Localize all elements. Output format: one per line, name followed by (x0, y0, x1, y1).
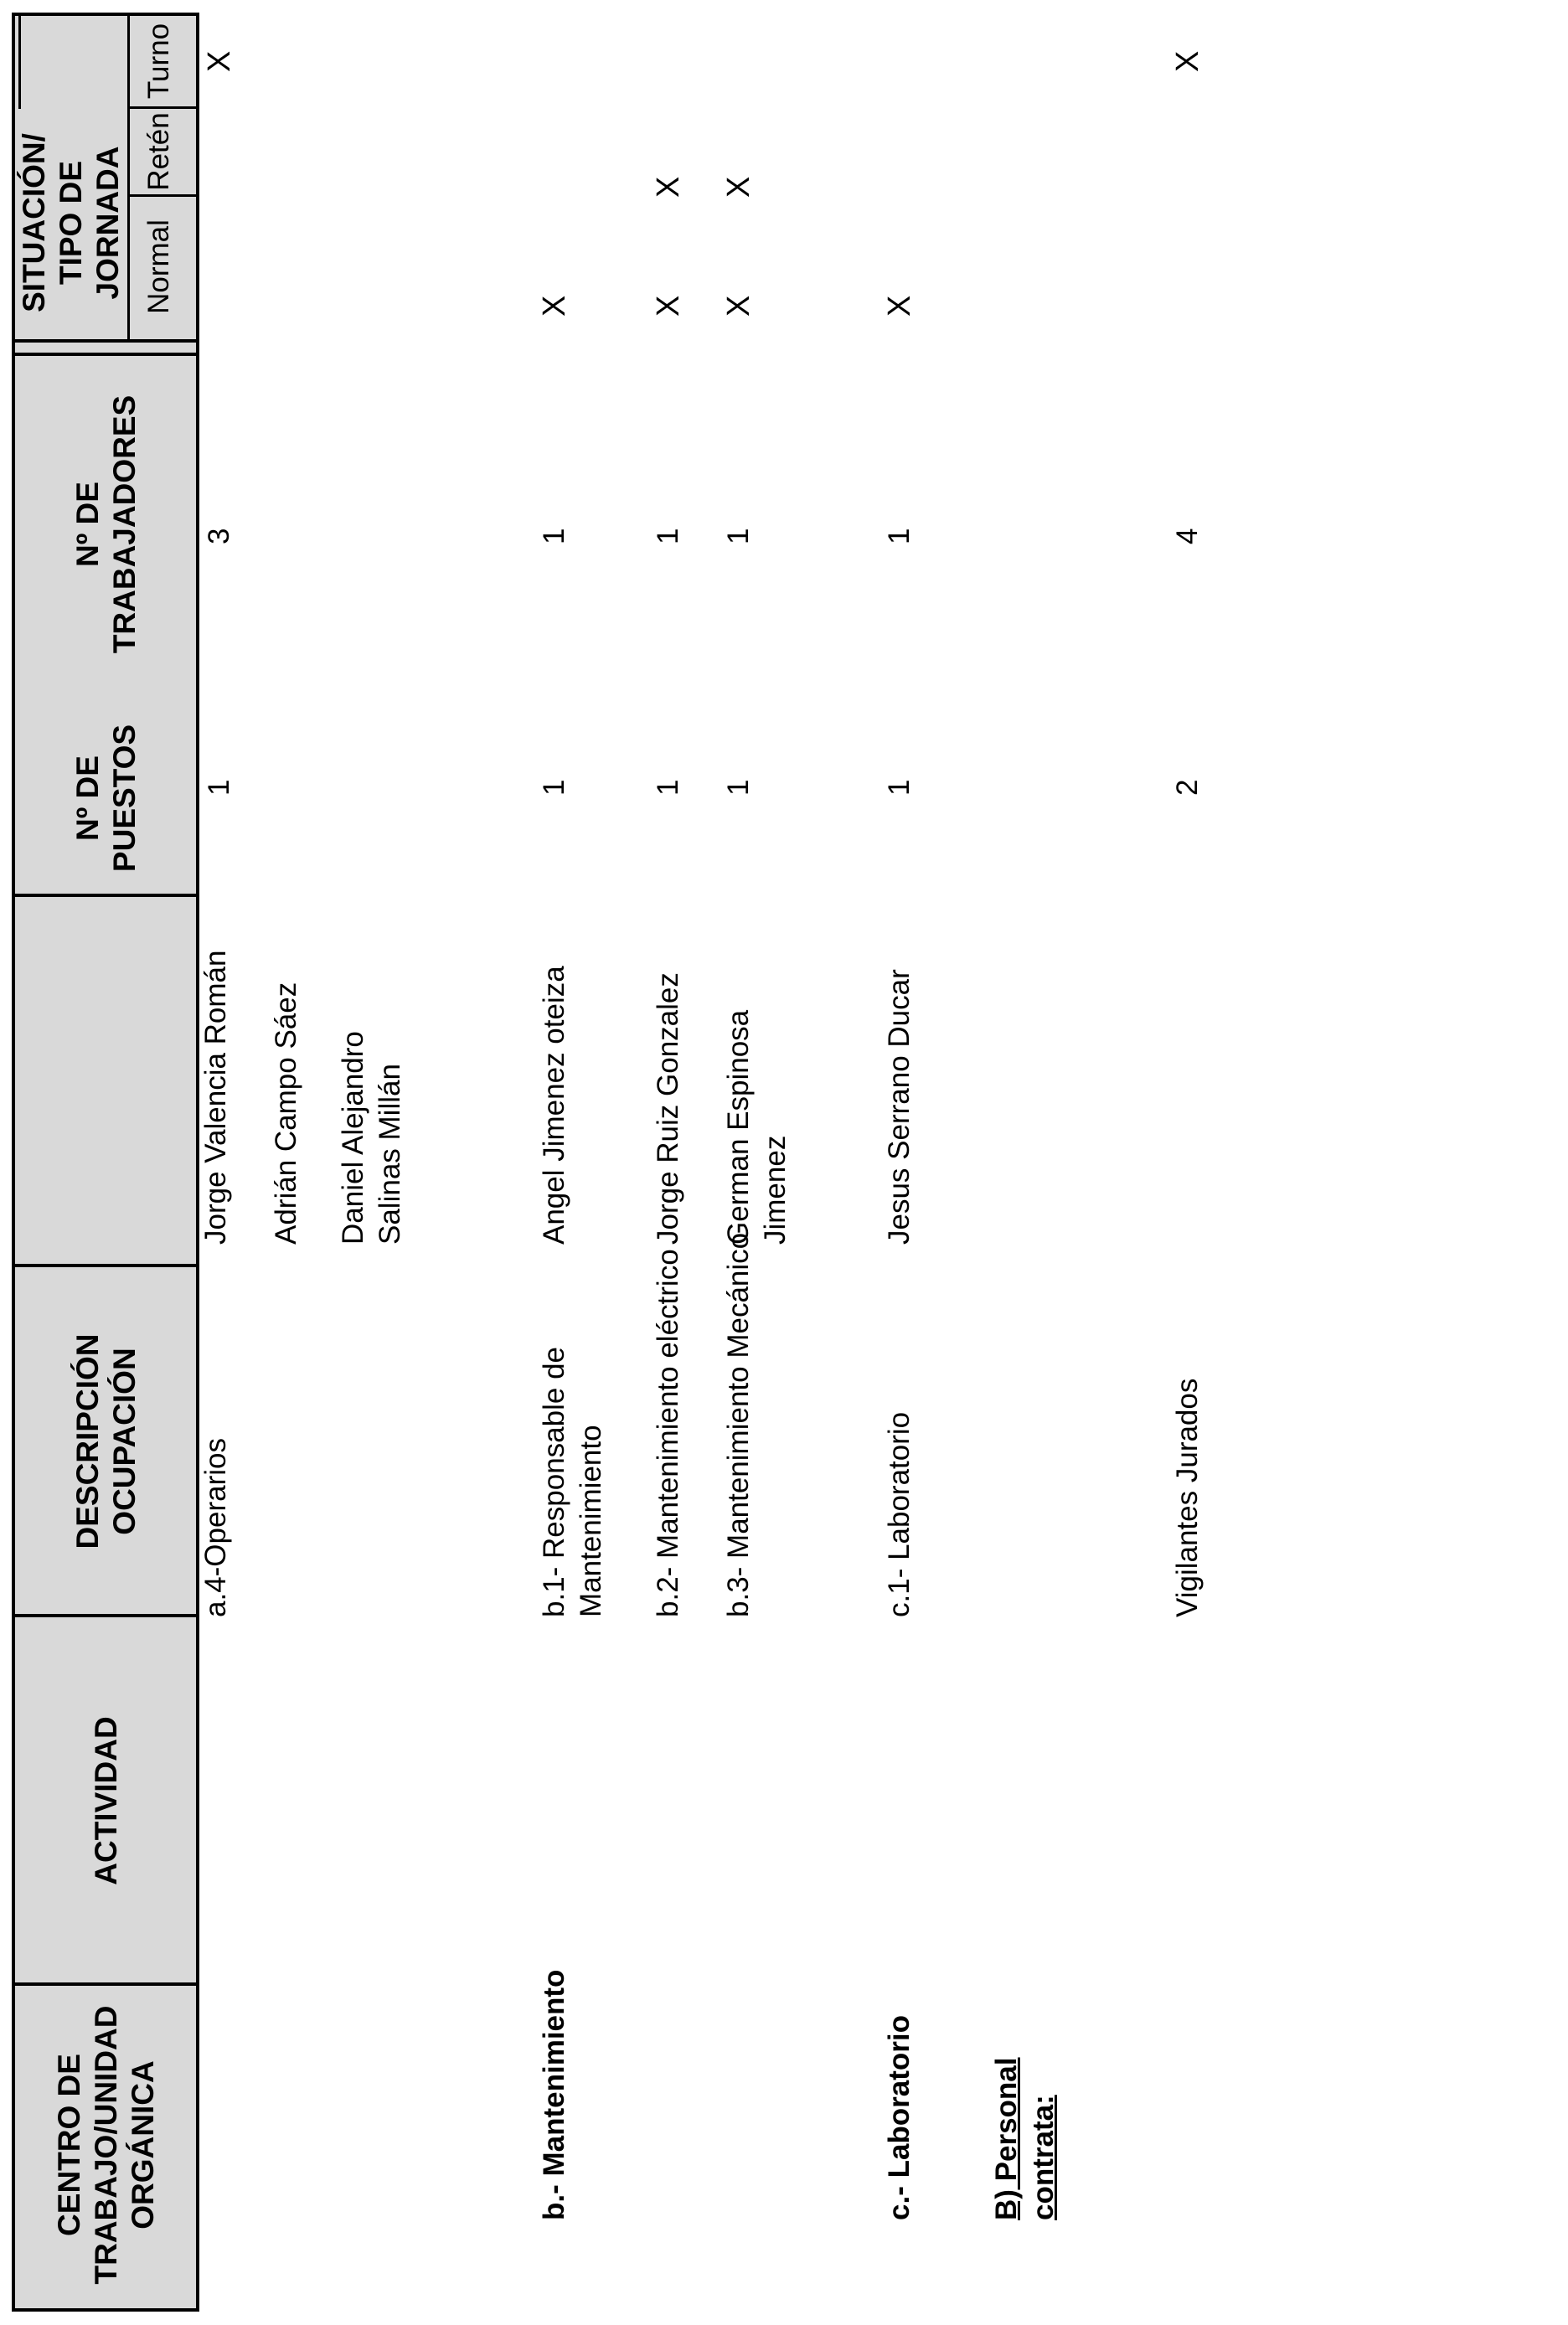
header-trabajadores: Nº DE TRABAJADORES (70, 394, 142, 654)
subheader-hline-turno (18, 14, 21, 109)
row5-puestos: 1 (883, 779, 916, 796)
row6-turno-mark: X (1170, 50, 1205, 72)
subheader-vline-1 (127, 194, 198, 197)
row4-reten-mark: X (721, 176, 756, 198)
row4-trabajadores: 1 (722, 528, 755, 544)
table-top-border (12, 14, 15, 2310)
row3-reten-mark: X (651, 176, 686, 198)
row1-name-3: Daniel Alejandro Salinas Millán (337, 1031, 406, 1245)
row6-centro: B) Personal contrata: (990, 2057, 1060, 2220)
col-sep-6 (12, 339, 199, 343)
table-right-border (12, 13, 199, 16)
row2-centro: b.- Mantenimiento (538, 1969, 570, 2220)
row2-trabajadores: 1 (538, 528, 570, 544)
subheader-turno: Turno (142, 23, 175, 100)
row4-puestos: 1 (722, 779, 755, 796)
row2-puestos: 1 (538, 779, 570, 796)
header-descripcion: DESCRIPCIÓN OCUPACIÓN (70, 1333, 142, 1549)
header-actividad: ACTIVIDAD (89, 1716, 123, 1885)
row3-trabajadores: 1 (652, 528, 684, 544)
col-sep-5 (12, 353, 199, 356)
row5-name: Jesus Serrano Ducar (883, 969, 916, 1245)
row4-descripcion: b.3- Mantenimiento Mecánico (722, 1232, 755, 1617)
col-sep-3 (12, 1264, 199, 1267)
row2-name: Angel Jimenez oteiza (538, 966, 570, 1245)
row1-name-1: Jorge Valencia Román (199, 950, 232, 1245)
row3-descripcion: b.2- Mantenimiento eléctrico (652, 1249, 684, 1617)
subheader-hline (127, 14, 130, 341)
subheader-vline-2 (127, 106, 198, 109)
row6-trabajadores: 4 (1171, 528, 1204, 544)
row5-normal-mark: X (882, 295, 917, 317)
row4-normal-mark: X (721, 295, 756, 317)
subheader-normal: Normal (142, 219, 175, 314)
row1-turno-mark: X (202, 50, 237, 72)
header-centro: CENTRO DE TRABAJO/UNIDAD ORGÁNICA (52, 2005, 160, 2285)
row6-puestos: 2 (1171, 779, 1204, 796)
row1-trabajadores: 3 (203, 528, 235, 544)
table-left-border (12, 2308, 199, 2312)
row5-descripcion: c.1- Laboratorio (883, 1411, 916, 1617)
row4-name: German Espinosa Jimenez (722, 1009, 792, 1245)
header-situacion: SITUACIÓN/ TIPO DE JORNADA (17, 133, 125, 312)
header-puestos: Nº DE PUESTOS (70, 724, 142, 873)
row1-descripcion: a.4-Operarios (199, 1438, 232, 1617)
row6-descripcion: Vigilantes Jurados (1171, 1378, 1204, 1617)
subheader-reten: Retén (142, 112, 175, 191)
row3-normal-mark: X (651, 295, 686, 317)
row2-normal-mark: X (537, 295, 572, 317)
row1-name-2: Adrián Campo Sáez (270, 982, 302, 1245)
row5-trabajadores: 1 (883, 528, 916, 544)
row2-descripcion: b.1- Responsable de Mantenimiento (538, 1347, 607, 1617)
row1-puestos: 1 (203, 779, 235, 796)
row3-name: Jorge Ruiz Gonzalez (652, 972, 684, 1245)
row3-puestos: 1 (652, 779, 684, 796)
row5-centro: c.- Laboratorio (883, 2014, 916, 2220)
